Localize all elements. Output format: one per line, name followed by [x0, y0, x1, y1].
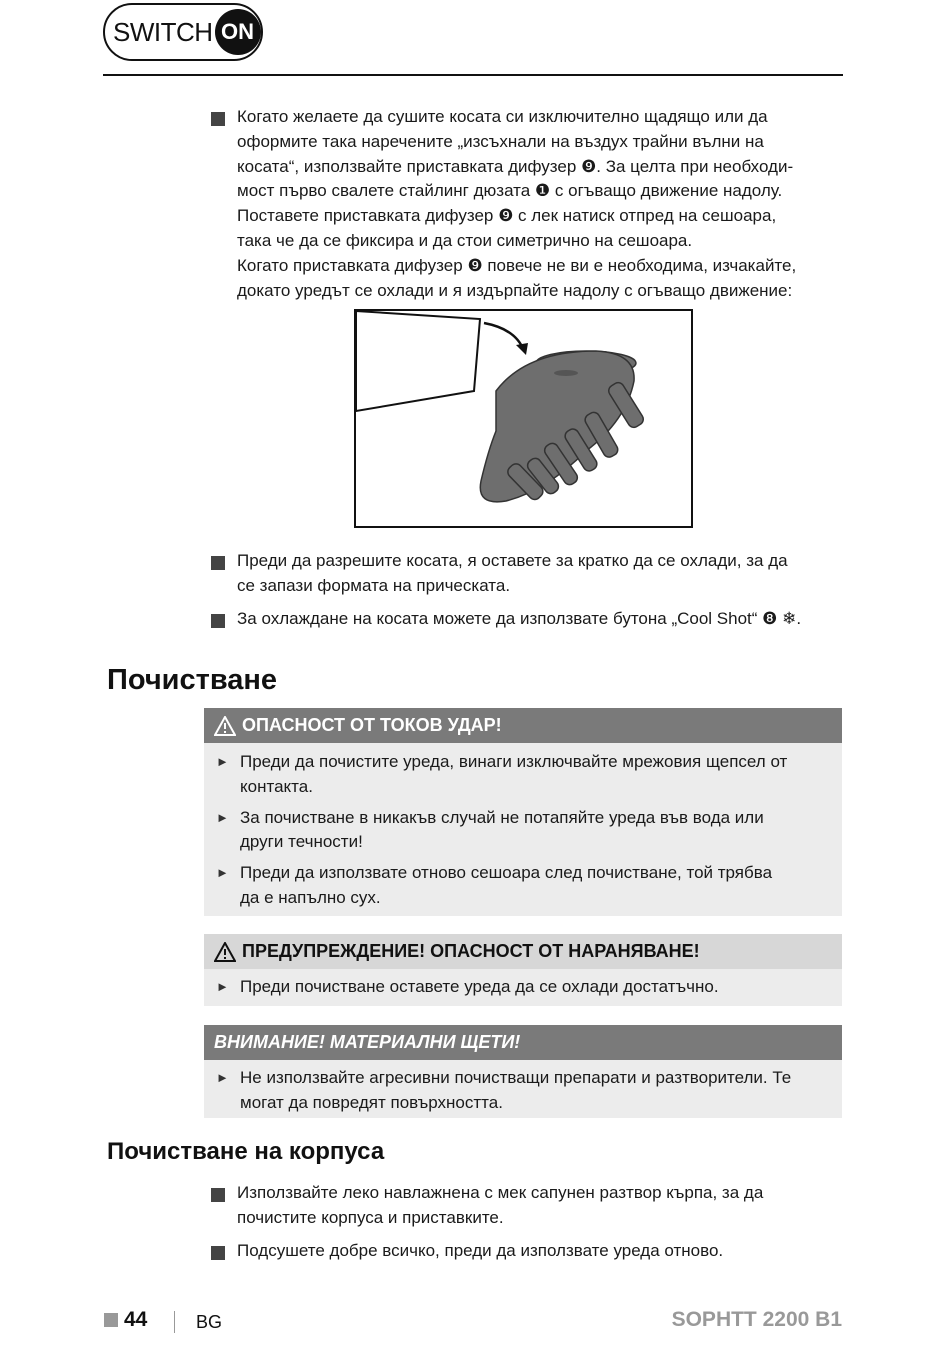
warning-box-header — [204, 1025, 842, 1060]
warning-line: да е напълно сух. — [240, 887, 381, 907]
brand-logo — [103, 3, 263, 61]
arrow-bullet-icon: ► — [216, 809, 229, 825]
warning-line: могат да повредят повърхността. — [240, 1092, 503, 1112]
bullet-line: почистите корпуса и приставките. — [237, 1207, 504, 1227]
language-code: BG — [196, 1312, 223, 1332]
warning-item — [204, 861, 842, 911]
warning-box-material-damage — [204, 1025, 842, 1118]
intro-line: косата“, използвайте приставката дифузер ❾. За целта при необходи- — [237, 156, 794, 176]
warning-box-title: ВНИМАНИЕ! МАТЕРИАЛНИ ЩЕТИ! — [214, 1032, 521, 1052]
subsection-title: Почистване на корпуса — [107, 1138, 385, 1165]
arrow-bullet-icon: ► — [216, 1070, 229, 1085]
footer-divider — [174, 1311, 175, 1333]
warning-item — [204, 1066, 842, 1116]
warning-triangle-icon — [214, 942, 236, 962]
diffuser-slot — [554, 370, 578, 376]
bullet-square-icon — [211, 112, 225, 126]
intro-paragraph — [237, 105, 847, 303]
logo-on-text: ON — [221, 19, 255, 44]
bullet-square-icon — [211, 1188, 225, 1202]
warning-box-header — [204, 708, 842, 743]
footer-square-icon — [104, 1313, 118, 1327]
arrow-head — [516, 343, 528, 355]
bullet-item — [237, 1239, 847, 1264]
bullet-line: се запази формата на прическата. — [237, 575, 511, 595]
bullet-square-icon — [211, 556, 225, 570]
warning-line: други течности! — [240, 832, 363, 852]
warning-box-title: ОПАСНОСТ ОТ ТОКОВ УДАР! — [242, 715, 502, 735]
bullet-item — [237, 1181, 847, 1231]
dryer-nozzle-outline — [356, 311, 480, 411]
warning-triangle-icon — [214, 716, 236, 736]
bullet-line: Преди да разрешите косата, я оставете за кратко да се охлади, за да — [237, 551, 788, 570]
bullet-line: Използвайте леко навлажнена с мек сапунен разтвор кърпа, за да — [237, 1183, 764, 1202]
warning-box-electric-shock — [204, 708, 842, 916]
warning-item — [204, 975, 842, 1000]
warning-item — [204, 806, 842, 856]
warning-box-header — [204, 934, 842, 969]
diffuser-drawing — [356, 311, 691, 526]
section-title: Почистване — [107, 664, 278, 696]
warning-line: Преди да използвате отново сешоара след почистване, той трябва — [240, 863, 773, 883]
bullet-square-icon — [211, 1246, 225, 1260]
model-name: SOPHTT 2200 B1 — [671, 1308, 842, 1331]
diffuser-illustration — [354, 309, 693, 528]
warning-line: Не използвайте агресивни почистващи препарати и разтворители. Те — [240, 1068, 792, 1087]
warning-line: Преди да почистите уреда, винаги изключвайте мрежовия щепсел от — [240, 752, 788, 771]
intro-line: докато уредът се охлади и я издърпайте надолу с огъващо движение: — [237, 280, 793, 300]
intro-line: оформите така наречените „изсъхнали на въздух трайни вълни на — [237, 131, 764, 151]
warning-box-injury — [204, 934, 842, 1006]
intro-line: Когато желаете да сушите косата си изключително щадящо или да — [237, 107, 768, 126]
header-rule — [103, 74, 843, 76]
warning-item — [204, 750, 842, 800]
warning-line: Преди почистване оставете уреда да се охлади достатъчно. — [240, 977, 719, 996]
bullet-square-icon — [211, 614, 225, 628]
warning-line: За почистване в никакъв случай не потапяйте уреда във вода или — [240, 807, 764, 827]
bullet-item — [237, 607, 847, 632]
arrow-bullet-icon: ► — [216, 979, 229, 994]
power-on-logo — [215, 9, 261, 55]
intro-line: Когато приставката дифузер ❾ повече не ви е необходима, изчакайте, — [237, 255, 797, 275]
intro-line: Поставете приставката дифузер ❾ с лек натиск отпред на сешоара, — [237, 206, 777, 226]
page-number: 44 — [124, 1308, 148, 1331]
intro-line: мост първо свалете стайлинг дюзата ❶ с огъващо движение надолу. — [237, 181, 783, 201]
arrow-bullet-icon: ► — [216, 865, 229, 881]
logo-text: SWITCH — [113, 16, 213, 47]
warning-line: контакта. — [240, 776, 313, 796]
bullet-line: Подсушете добре всичко, преди да използвате уреда отново. — [237, 1241, 724, 1260]
bullet-line: За охлаждане на косата можете да използвате бутона „Cool Shot“ ❽ ❄. — [237, 609, 802, 628]
bullet-item — [237, 549, 847, 599]
intro-line: така че да се фиксира и да стои симетрично на сешоара. — [237, 230, 693, 250]
warning-box-title: ПРЕДУПРЕЖДЕНИЕ! ОПАСНОСТ ОТ НАРАНЯВАНЕ! — [242, 941, 700, 961]
arrow-bullet-icon: ► — [216, 754, 229, 769]
